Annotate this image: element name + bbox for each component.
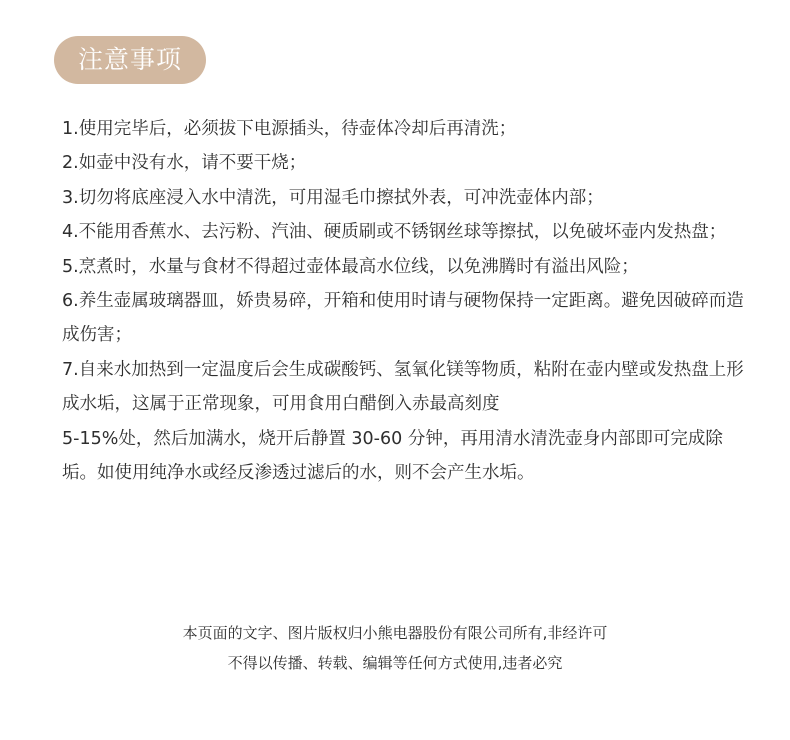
copyright-notice — [0, 618, 790, 678]
copyright-line-2: 不得以传播、转载、编辑等任何方式使用,违者必究 — [227, 654, 563, 672]
section-title: 注意事项 — [54, 36, 206, 84]
note-item-6: 6.养生壶属玻璃器皿，娇贵易碎，开箱和使用时请与硬物保持一定距离。避免因破碎而造成伤害； — [62, 291, 744, 346]
note-item-3: 3.切勿将底座浸入水中清洗，可用湿毛巾擦拭外表，可冲洗壶体内部； — [62, 187, 604, 208]
note-item-7: 7.自来水加热到一定温度后会生成碳酸钙、氢氧化镁等物质，粘附在壶内壁或发热盘上形成水垢，这属于正常现象，可用食用白醋倒入赤最高刻度 — [62, 359, 744, 415]
note-item-1: 1.使用完毕后，必须拔下电源插头，待壶体冷却后再清洗； — [62, 119, 517, 139]
note-item-5: 5.烹煮时，水量与食材不得超过壶体最高水位线，以免沸腾时有溢出风险； — [62, 256, 639, 277]
note-item-7-continued: 5-15%处，然后加满水，烧开后静置 30-60 分钟，再用清水清洗壶身内部即可完成除垢。如使用纯净水或经反渗透过滤后的水，则不会产生水垢。 — [62, 428, 723, 484]
note-item-2: 2.如壶中没有水，请不要干烧； — [62, 153, 307, 174]
notes-list — [62, 112, 752, 490]
copyright-line-1: 本页面的文字、图片版权归小熊电器股份有限公司所有,非经许可 — [182, 624, 608, 642]
note-item-4: 4.不能用香蕉水、去污粉、汽油、硬质刷或不锈钢丝球等擦拭，以免破坏壶内发热盘； — [62, 222, 727, 243]
